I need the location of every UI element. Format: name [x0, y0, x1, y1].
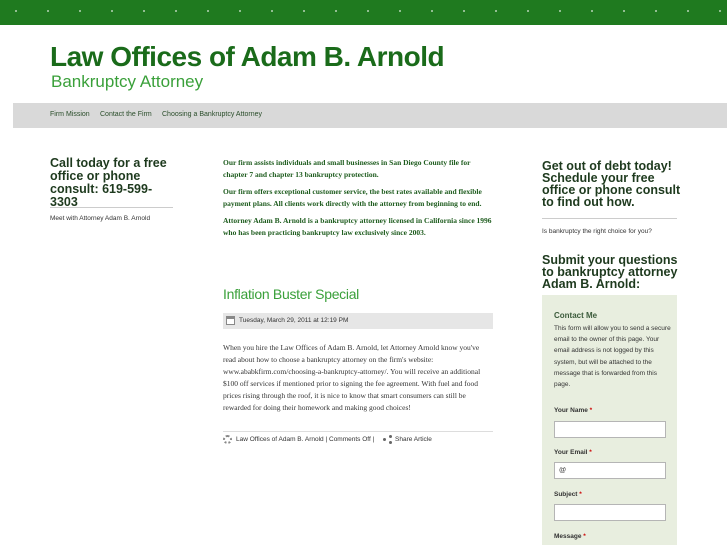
footer-separator: | — [323, 436, 329, 443]
left-sidebar-heading: Call today for a free office or phone consult: 619-599-3303 — [50, 156, 167, 209]
share-article-link[interactable]: Share Article — [395, 436, 432, 443]
subject-label-text: Subject — [554, 491, 578, 498]
meet-attorney-link[interactable]: Meet with Attorney Adam B. Arnold — [50, 215, 151, 222]
required-mark: * — [589, 407, 593, 414]
post-title[interactable]: Inflation Buster Special — [223, 286, 359, 302]
intro-paragraph: Attorney Adam B. Arnold is a bankruptcy attorney licensed in California since 1996 who has been practicing bankruptcy law exclusively since 2003. — [223, 216, 492, 237]
email-field[interactable] — [554, 462, 666, 479]
top-bar — [0, 0, 727, 25]
main-nav — [13, 103, 727, 128]
site-title[interactable]: Law Offices of Adam B. Arnold — [50, 41, 445, 72]
name-label — [554, 407, 592, 414]
post-meta-bar — [223, 313, 493, 329]
post-footer — [236, 436, 374, 443]
email-label — [554, 449, 592, 456]
contact-form — [542, 295, 677, 545]
name-field[interactable] — [554, 421, 666, 438]
footer-separator: | — [370, 436, 375, 443]
intro-text — [223, 157, 493, 244]
required-mark: * — [589, 449, 592, 456]
share-icon[interactable] — [383, 435, 392, 444]
message-label-text: Message — [554, 533, 582, 540]
bankruptcy-choice-link[interactable]: Is bankruptcy the right choice for you? — [542, 228, 652, 235]
post-author-link[interactable]: Law Offices of Adam B. Arnold — [236, 436, 324, 443]
site-tagline: Bankruptcy Attorney — [51, 72, 204, 91]
top-bar-pattern — [0, 10, 727, 12]
contact-form-title: Contact Me — [554, 311, 598, 320]
name-label-text: Your Name — [554, 407, 588, 414]
nav-item-firm-mission[interactable]: Firm Mission — [50, 111, 90, 118]
nav-item-choosing-attorney[interactable]: Choosing a Bankruptcy Attorney — [162, 111, 263, 118]
required-mark: * — [583, 533, 586, 540]
intro-paragraph: Our firm offers exceptional customer service, the best rates available and flexible payment plans. All clients work directly with the attorney from beginning to end. — [223, 187, 482, 208]
left-sidebar-divider — [50, 207, 173, 208]
email-label-text: Your Email — [554, 449, 588, 456]
calendar-icon — [226, 316, 235, 325]
post-body: When you hire the Law Offices of Adam B. Arnold, let Attorney Arnold know you've read about how to choose a bankruptcy attorney on the firm's website: www.ababkfirm.com/choosing-a-bankruptcy-attorney/. You will receive an additional $100 off services if mentioned prior to signing the fee agreement. With fuel and food prices rising through the roof, it is nice to know that smart consumers can still be rewarded for doing their homework and making good choices! — [223, 343, 481, 412]
comments-link[interactable]: Comments Off — [329, 436, 371, 443]
questions-heading: Submit your questions to bankruptcy attorney Adam B. Arnold: — [542, 253, 678, 291]
right-sidebar-divider — [542, 218, 677, 219]
gear-icon — [223, 435, 232, 444]
right-sidebar-heading: Get out of debt today! Schedule your free office or phone consult to find out how. — [542, 159, 681, 209]
intro-paragraph: Our firm assists individuals and small businesses in San Diego County file for chapter 7 and chapter 13 bankruptcy protection. — [223, 158, 471, 179]
post-footer-divider — [223, 431, 493, 432]
contact-form-description: This form will allow you to send a secure email to the owner of this page. Your email address is not logged by this system, but will be attached to the message that is forwarded from this page. — [554, 325, 671, 389]
nav-item-contact-the-firm[interactable]: Contact the Firm — [100, 111, 152, 118]
message-label — [554, 533, 586, 540]
subject-label — [554, 491, 582, 498]
subject-field[interactable] — [554, 504, 666, 521]
post-date: Tuesday, March 29, 2011 at 12:19 PM — [239, 317, 349, 324]
required-mark: * — [579, 491, 582, 498]
